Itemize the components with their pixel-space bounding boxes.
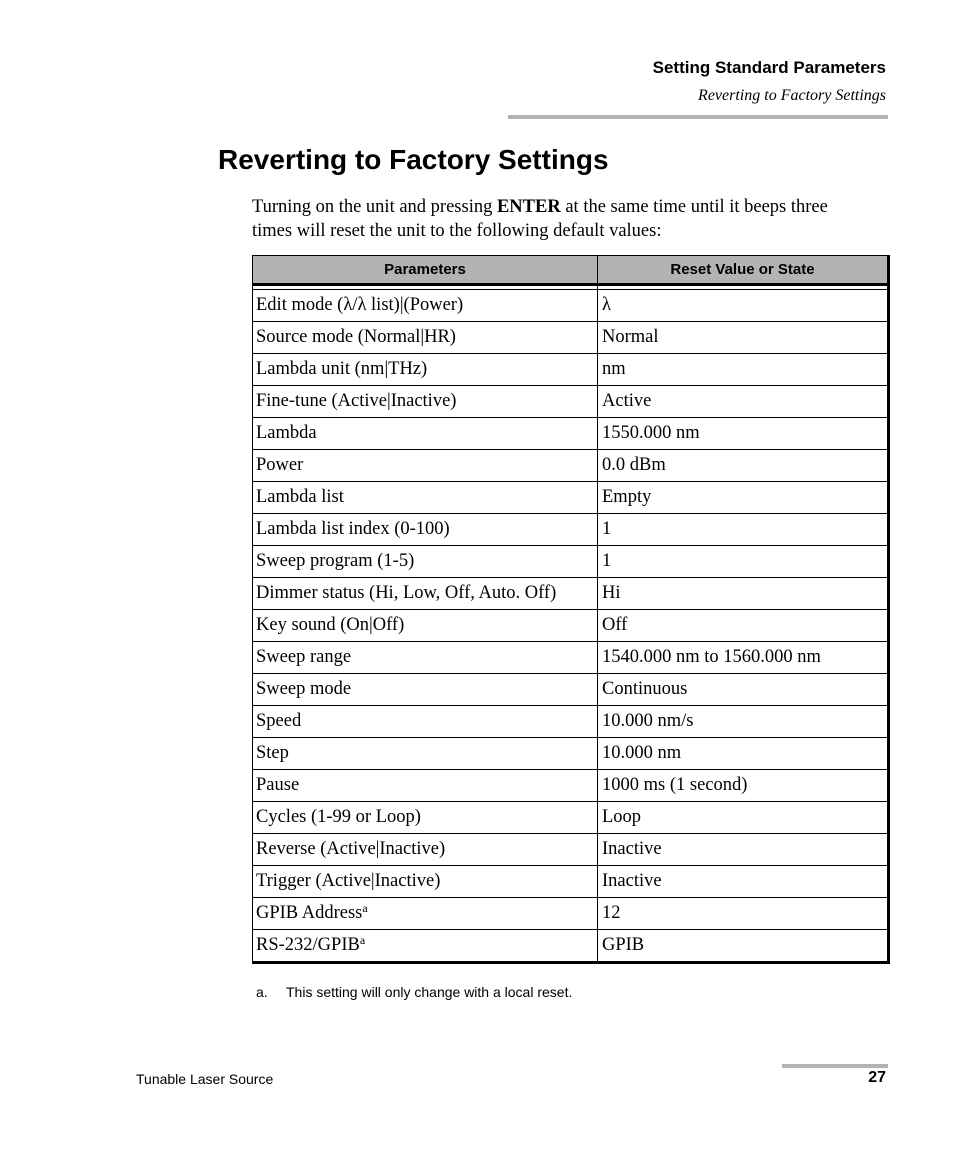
reset-value-cell: Normal — [598, 322, 889, 354]
parameter-cell — [253, 770, 598, 802]
reset-value-cell: λ — [598, 290, 889, 322]
parameter-label: GPIB Address — [256, 903, 363, 923]
reset-value-cell: Inactive — [598, 834, 889, 866]
table-row — [253, 610, 889, 642]
table-row — [253, 738, 889, 770]
parameter-cell — [253, 898, 598, 930]
parameter-label: Source mode (Normal|HR) — [256, 327, 456, 347]
reset-value-cell: Active — [598, 386, 889, 418]
column-header-parameters: Parameters — [253, 256, 598, 285]
reset-value-cell: 0.0 dBm — [598, 450, 889, 482]
table-row — [253, 802, 889, 834]
parameter-label: Lambda unit (nm|THz) — [256, 359, 428, 379]
parameter-label: Lambda list index (0-100) — [256, 519, 450, 539]
table-row — [253, 706, 889, 738]
parameter-label: Dimmer status (Hi, Low, Off, Auto. Off) — [256, 583, 557, 603]
enter-key-label: ENTER — [496, 197, 561, 217]
table-row — [253, 642, 889, 674]
parameter-label: Reverse (Active|Inactive) — [256, 839, 446, 859]
table-row — [253, 866, 889, 898]
parameter-cell — [253, 290, 598, 322]
parameter-label: Fine-tune (Active|Inactive) — [256, 391, 457, 411]
parameter-label: Edit mode (λ/λ list)|(Power) — [256, 295, 464, 315]
table-row — [253, 546, 889, 578]
reset-value-cell: GPIB — [598, 930, 889, 963]
parameter-label: Cycles (1-99 or Loop) — [256, 807, 421, 827]
parameter-cell — [253, 674, 598, 706]
reset-value-cell: nm — [598, 354, 889, 386]
table-row — [253, 930, 889, 963]
parameter-cell — [253, 418, 598, 450]
footnote-reference: a — [359, 933, 366, 947]
table-row — [253, 770, 889, 802]
parameter-label: Lambda list — [256, 487, 344, 507]
table-row — [253, 386, 889, 418]
reset-value-cell: 10.000 nm — [598, 738, 889, 770]
column-header-reset-value: Reset Value or State — [598, 256, 889, 285]
parameter-cell — [253, 930, 598, 963]
running-header-title: Setting Standard Parameters — [652, 58, 886, 77]
intro-text-before: Turning on the unit and pressing — [252, 197, 497, 217]
reset-value-cell: Loop — [598, 802, 889, 834]
reset-value-cell: 1540.000 nm to 1560.000 nm — [598, 642, 889, 674]
intro-paragraph — [252, 195, 872, 243]
parameter-label: RS-232/GPIB — [256, 935, 360, 955]
parameter-cell — [253, 546, 598, 578]
reset-value-cell: 10.000 nm/s — [598, 706, 889, 738]
reset-value-cell: 1550.000 nm — [598, 418, 889, 450]
parameter-cell — [253, 642, 598, 674]
header-rule — [508, 115, 888, 119]
table-row — [253, 674, 889, 706]
reset-value-cell: Empty — [598, 482, 889, 514]
parameter-cell — [253, 834, 598, 866]
parameter-label: Step — [256, 743, 289, 763]
footnote-reference: a — [362, 901, 368, 915]
parameter-cell — [253, 706, 598, 738]
default-values-table — [252, 255, 890, 964]
table-row — [253, 482, 889, 514]
table-row — [253, 578, 889, 610]
table-row — [253, 898, 889, 930]
table-header-row — [253, 256, 889, 285]
footer-product-name: Tunable Laser Source — [136, 1071, 274, 1087]
parameter-label: Key sound (On|Off) — [256, 615, 405, 635]
table-body — [253, 285, 889, 963]
footnote — [256, 984, 572, 1000]
reset-value-cell: Continuous — [598, 674, 889, 706]
reset-value-cell: Off — [598, 610, 889, 642]
reset-value-cell: 1 — [598, 546, 889, 578]
footer-rule — [782, 1064, 888, 1068]
reset-value-cell: 1 — [598, 514, 889, 546]
parameter-cell — [253, 610, 598, 642]
parameter-label: Power — [256, 455, 304, 475]
parameter-cell — [253, 802, 598, 834]
parameter-cell — [253, 866, 598, 898]
parameter-cell — [253, 354, 598, 386]
footnote-text: This setting will only change with a local reset. — [286, 984, 573, 1000]
parameter-label: Pause — [256, 775, 300, 795]
parameter-label: Sweep mode — [256, 679, 352, 699]
table-row — [253, 354, 889, 386]
parameter-label: Speed — [256, 711, 302, 731]
page-number: 27 — [868, 1069, 886, 1086]
page-title: Reverting to Factory Settings — [218, 144, 609, 175]
parameter-label: Sweep program (1-5) — [256, 551, 415, 571]
parameter-cell — [253, 578, 598, 610]
parameter-cell — [253, 514, 598, 546]
table-row — [253, 418, 889, 450]
reset-value-cell: Inactive — [598, 866, 889, 898]
parameter-cell — [253, 322, 598, 354]
parameter-cell — [253, 386, 598, 418]
table-row — [253, 514, 889, 546]
table-row — [253, 290, 889, 322]
parameter-label: Sweep range — [256, 647, 352, 667]
table-row — [253, 834, 889, 866]
parameter-label: Lambda — [256, 423, 317, 443]
running-header-subtitle: Reverting to Factory Settings — [698, 87, 886, 104]
reset-value-cell: 12 — [598, 898, 889, 930]
reset-value-cell: Hi — [598, 578, 889, 610]
table-row — [253, 450, 889, 482]
reset-value-cell: 1000 ms (1 second) — [598, 770, 889, 802]
table-row — [253, 322, 889, 354]
parameter-cell — [253, 450, 598, 482]
footnote-mark: a. — [256, 984, 268, 1000]
intro-text-after: at the same time until it beeps three times will reset the unit to the following default values: — [252, 197, 828, 241]
parameter-cell — [253, 738, 598, 770]
parameter-cell — [253, 482, 598, 514]
parameter-label: Trigger (Active|Inactive) — [256, 871, 441, 891]
